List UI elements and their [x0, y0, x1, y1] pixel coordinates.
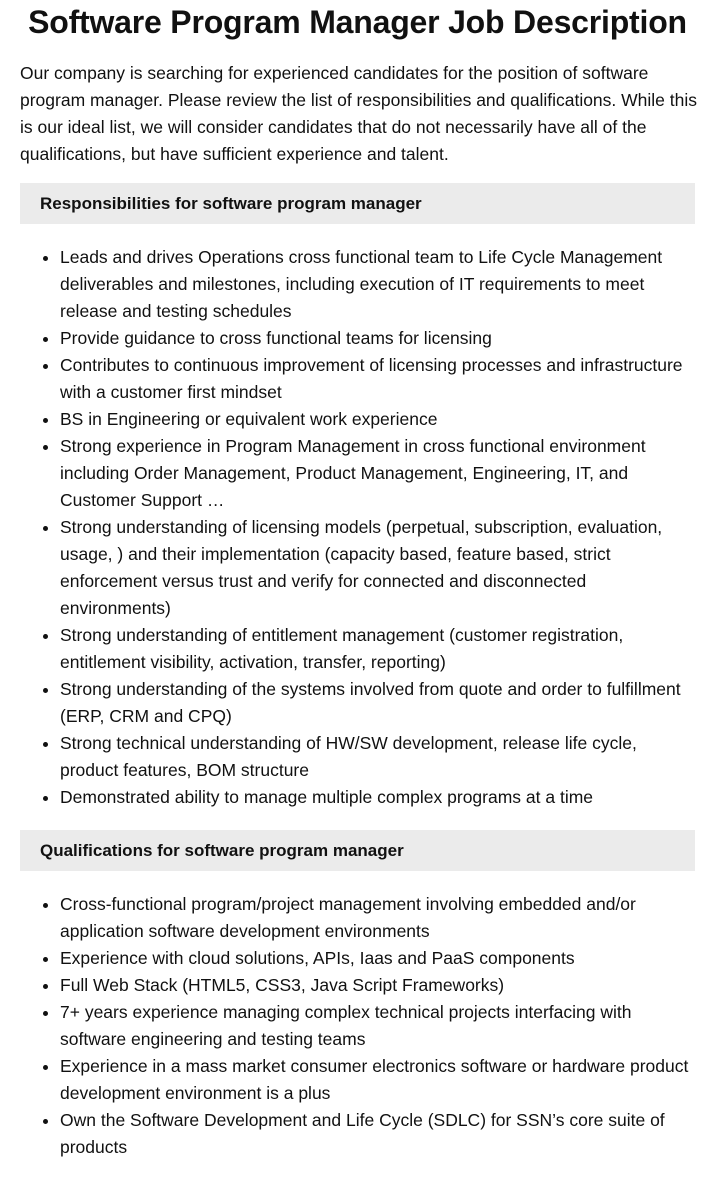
list-item: • Strong technical understanding of HW/SW development, release life cycle, product features, BOM structure: [60, 730, 700, 784]
list-item: • Provide guidance to cross functional teams for licensing: [60, 325, 700, 352]
list-item: • Full Web Stack (HTML5, CSS3, Java Script Frameworks): [60, 972, 700, 999]
intro-paragraph: Our company is searching for experienced candidates for the position of software program manager. Please review the list of responsibilities and qualifications. While this is our ideal list, we will consider candidates that do not necessarily have all of the qualifications, but have sufficient experience and talent.: [20, 63, 697, 164]
list-item: • Experience in a mass market consumer electronics software or hardware product development environment is a plus: [60, 1053, 700, 1107]
list-item: • Cross-functional program/project management involving embedded and/or application software development environments: [60, 891, 700, 945]
responsibilities-list: [20, 244, 700, 811]
list-item: • Own the Software Development and Life Cycle (SDLC) for SSN’s core suite of products: [60, 1107, 700, 1161]
list-item: • Strong understanding of licensing models (perpetual, subscription, evaluation, usage, ) and their implementation (capacity based, feature based, strict enforcement versus trust and verify for connected and disconnected environments): [60, 514, 700, 622]
qualifications-heading: Qualifications for software program manager: [20, 830, 695, 871]
page-title: Software Program Manager Job Description: [28, 4, 687, 40]
list-item: • Demonstrated ability to manage multiple complex programs at a time: [60, 784, 700, 811]
list-item: • 7+ years experience managing complex technical projects interfacing with software engineering and testing teams: [60, 999, 700, 1053]
list-item: • BS in Engineering or equivalent work experience: [60, 406, 700, 433]
list-item: • Strong understanding of the systems involved from quote and order to fulfillment (ERP, CRM and CPQ): [60, 676, 700, 730]
responsibilities-heading: Responsibilities for software program manager: [20, 183, 695, 224]
list-item: • Strong experience in Program Management in cross functional environment including Order Management, Product Management, Engineering, IT, and Customer Support …: [60, 433, 700, 514]
qualifications-list: [20, 891, 700, 1161]
list-item: • Contributes to continuous improvement of licensing processes and infrastructure with a customer first mindset: [60, 352, 700, 406]
list-item: • Strong understanding of entitlement management (customer registration, entitlement visibility, activation, transfer, reporting): [60, 622, 700, 676]
list-item: • Experience with cloud solutions, APIs, Iaas and PaaS components: [60, 945, 700, 972]
list-item: • Leads and drives Operations cross functional team to Life Cycle Management deliverables and milestones, including execution of IT requirements to meet release and testing schedules: [60, 244, 700, 325]
